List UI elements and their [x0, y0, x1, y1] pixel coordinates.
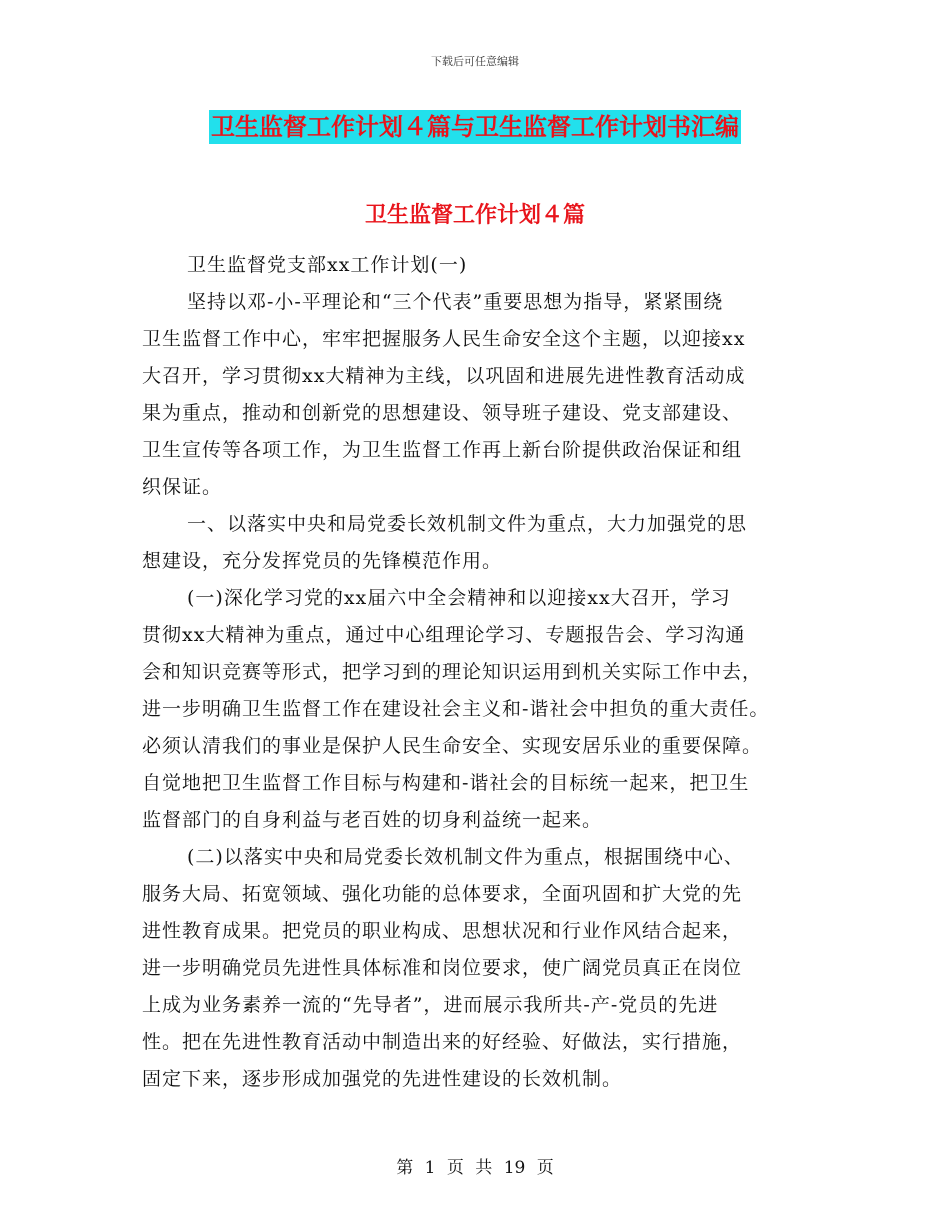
paragraph-line: 进性教育成果。把党员的职业构成、思想状况和行业作风结合起来，	[142, 920, 743, 942]
paragraph-line: 自觉地把卫生监督工作目标与构建和-谐社会的目标统一起来，把卫生	[142, 772, 750, 794]
paragraph-line: 卫生宣传等各项工作，为卫生监督工作再上新台阶提供政治保证和组	[142, 439, 743, 461]
paragraph-line: 服务大局、拓宽领域、强化功能的总体要求，全面巩固和扩大党的先	[142, 883, 743, 905]
paragraph-line: (二)以落实中央和局党委长效机制文件为重点，根据围绕中心、	[187, 846, 744, 868]
paragraph-line: 固定下来，逐步形成加强党的先进性建设的长效机制。	[142, 1068, 623, 1090]
paragraph-line: 会和知识竞赛等形式，把学习到的理论知识运用到机关实际工作中去，	[142, 661, 763, 683]
paragraph-line: 必须认清我们的事业是保护人民生命安全、实现安居乐业的重要保障。	[142, 735, 763, 757]
paragraph-line: 贯彻xx大精神为重点，通过中心组理论学习、专题报告会、学习沟通	[142, 624, 746, 646]
paragraph-line: 进一步明确卫生监督工作在建设社会主义和-谐社会中担负的重大责任。	[142, 698, 770, 720]
paragraph-line: 织保证。	[142, 476, 223, 498]
paragraph-line: 进一步明确党员先进性具体标准和岗位要求，使广阔党员真正在岗位	[142, 957, 743, 979]
paragraph-line: 一、以落实中央和局党委长效机制文件为重点，大力加强党的思	[187, 513, 748, 535]
paragraph-line: 监督部门的自身利益与老百姓的切身利益统一起来。	[142, 809, 603, 831]
doc-title-wrap	[0, 110, 950, 144]
section-title: 卫生监督工作计划４篇	[364, 202, 585, 228]
paragraph-line: 大召开，学习贯彻xx大精神为主线，以巩固和进展先进性教育活动成	[142, 365, 746, 387]
paragraph-line: 想建设，充分发挥党员的先锋模范作用。	[142, 550, 503, 572]
body-text	[142, 247, 822, 1098]
paragraph-line: 卫生监督工作中心，牢牢把握服务人民生命安全这个主题，以迎接xx	[142, 328, 746, 350]
page-footer: 第 1 页 共 19 页	[396, 1158, 554, 1178]
paragraph-line: 上成为业务素养一流的“先导者”，进而展示我所共-产-党员的先进	[142, 994, 719, 1016]
header-note: 下载后可任意编辑	[431, 55, 519, 68]
paragraph-line: (一)深化学习党的xx届六中全会精神和以迎接xx大召开，学习	[187, 587, 731, 609]
paragraph-line: 卫生监督党支部xx工作计划(一)	[187, 254, 468, 276]
paragraph-line: 性。把在先进性教育活动中制造出来的好经验、好做法，实行措施，	[142, 1031, 743, 1053]
paragraph-line: 果为重点，推动和创新党的思想建设、领导班子建设、党支部建设、	[142, 402, 743, 424]
document-title: 卫生监督工作计划４篇与卫生监督工作计划书汇编	[209, 110, 741, 144]
paragraph-line: 坚持以邓-小-平理论和“三个代表”重要思想为指导，紧紧围绕	[187, 291, 724, 313]
